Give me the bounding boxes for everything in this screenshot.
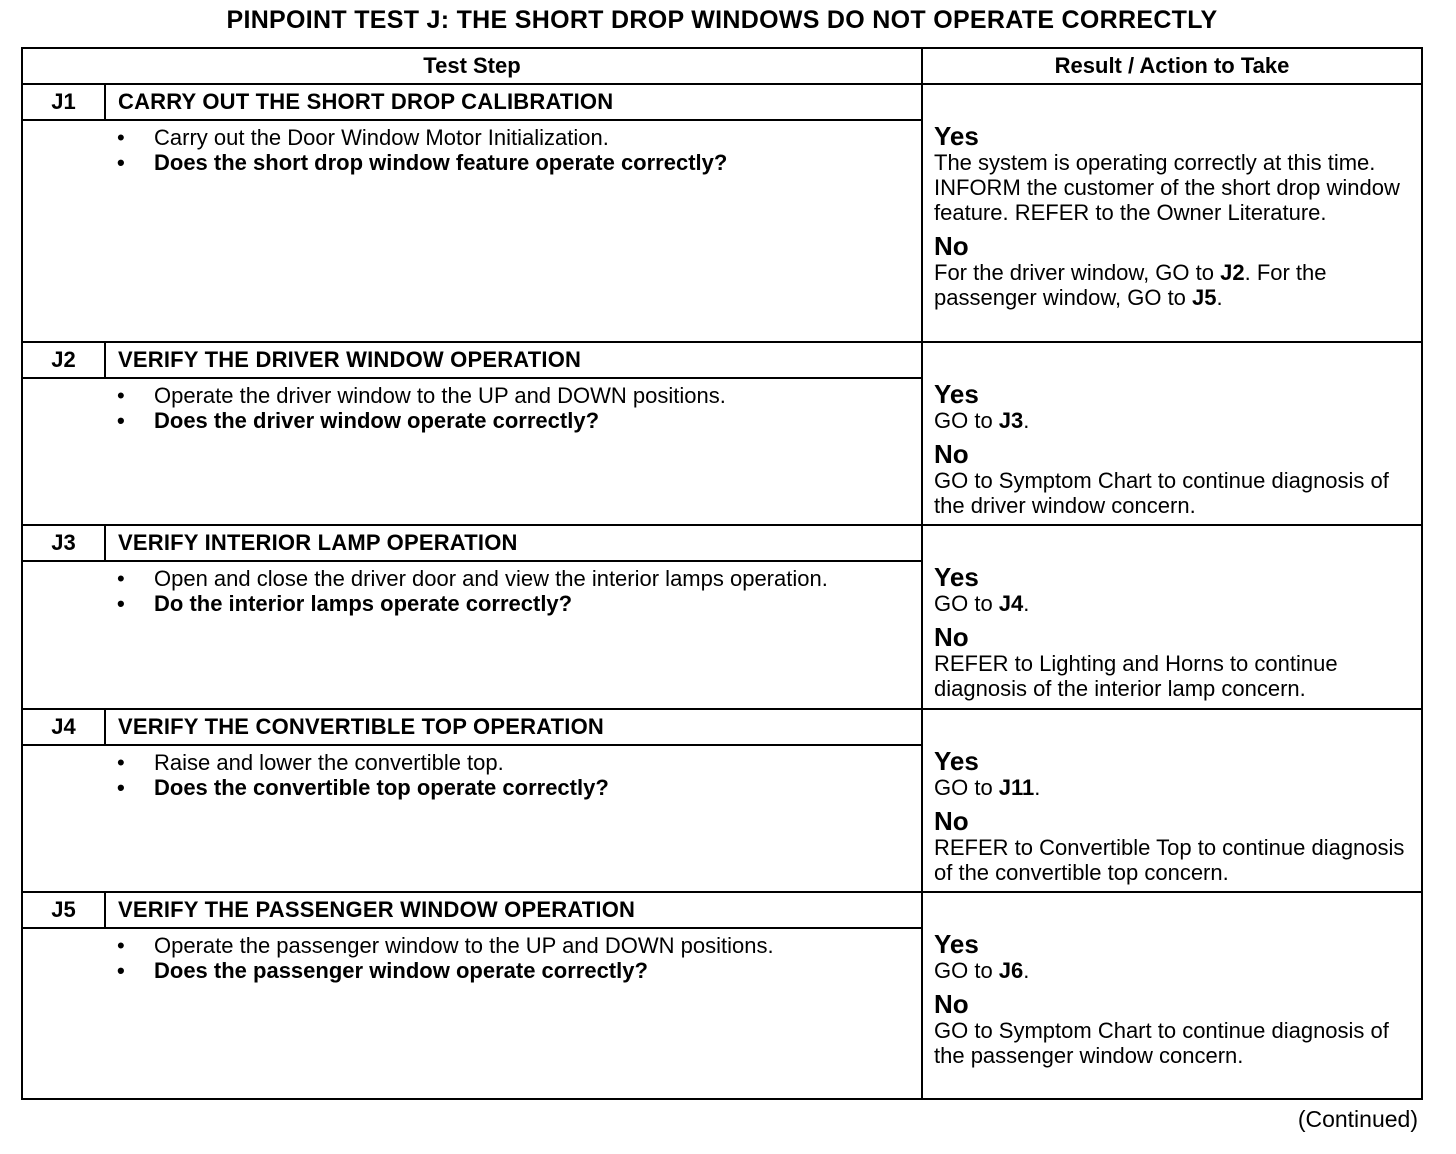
result-cell: [923, 343, 1421, 524]
instruction-text: Does the short drop window feature operate correctly?: [154, 150, 728, 175]
step-title-row: [23, 343, 921, 379]
instruction-text: Do the interior lamps operate correctly?: [154, 591, 573, 616]
step-question: [117, 408, 921, 433]
test-step-row: [23, 893, 1421, 1098]
bullet-icon: •: [117, 958, 125, 983]
result-action-text: [934, 958, 1421, 983]
result-cell: [923, 526, 1421, 708]
step-reference: J3: [998, 408, 1024, 433]
action-text: For the driver window, GO to: [934, 260, 1221, 285]
result-action-text: [934, 1018, 1421, 1068]
step-number: J4: [23, 710, 106, 744]
header-test-step: Test Step: [23, 49, 923, 83]
result-action-text: [934, 260, 1421, 310]
step-title-row: [23, 893, 921, 929]
action-text: .: [1034, 775, 1041, 800]
instruction-text: Does the driver window operate correctly?: [154, 408, 600, 433]
result-no-label: No: [934, 806, 969, 836]
result-action-text: [934, 835, 1421, 885]
action-text: GO to: [934, 591, 999, 616]
result-cell: [923, 710, 1421, 891]
test-step-cell: [23, 893, 923, 1098]
step-question: [117, 591, 921, 616]
result-no-label: No: [934, 622, 969, 652]
test-step-cell: [23, 710, 923, 891]
bullet-icon: •: [117, 775, 125, 800]
step-instructions: [23, 121, 921, 175]
bullet-icon: •: [117, 566, 125, 591]
test-step-row: [23, 710, 1421, 893]
instruction-text: Does the passenger window operate correctly?: [154, 958, 648, 983]
step-instructions: [23, 379, 921, 433]
instruction-text: Carry out the Door Window Motor Initialization.: [154, 125, 609, 150]
result-action-text: [934, 150, 1421, 225]
step-title-row: [23, 85, 921, 121]
step-instruction: [117, 125, 921, 150]
action-text: GO to: [934, 408, 999, 433]
result-yes-label: Yes: [934, 379, 979, 409]
step-instructions: [23, 929, 921, 983]
action-text: .: [1216, 285, 1223, 310]
bullet-icon: •: [117, 933, 125, 958]
result-yes-label: Yes: [934, 746, 979, 776]
step-instruction: [117, 566, 921, 591]
action-text: GO to: [934, 958, 999, 983]
test-step-row: [23, 343, 1421, 526]
result-no-label: No: [934, 231, 969, 261]
step-number: J5: [23, 893, 106, 927]
step-number: J2: [23, 343, 106, 377]
step-reference: J11: [998, 775, 1035, 800]
result-action-text: [934, 651, 1421, 701]
bullet-icon: •: [117, 750, 125, 775]
result-yes-label: Yes: [934, 929, 979, 959]
bullet-icon: •: [117, 125, 125, 150]
action-text: GO to Symptom Chart to continue diagnosis of the driver window concern.: [934, 468, 1389, 518]
step-reference: J6: [998, 958, 1024, 983]
instruction-text: Open and close the driver door and view the interior lamps operation.: [154, 566, 828, 591]
result-cell: [923, 85, 1421, 341]
test-step-row: [23, 85, 1421, 343]
action-text: GO to Symptom Chart to continue diagnosis of the passenger window concern.: [934, 1018, 1389, 1068]
result-action-text: [934, 775, 1421, 800]
step-title: VERIFY THE PASSENGER WINDOW OPERATION: [118, 897, 636, 922]
instruction-text: Does the convertible top operate correctly?: [154, 775, 609, 800]
step-title-row: [23, 526, 921, 562]
step-title-row: [23, 710, 921, 746]
action-text: .: [1023, 958, 1030, 983]
action-text: .: [1023, 591, 1030, 616]
result-action-text: [934, 468, 1421, 518]
step-reference: J4: [998, 591, 1024, 616]
action-text: REFER to Convertible Top to continue diagnosis of the convertible top concern.: [934, 835, 1405, 885]
bullet-icon: •: [117, 150, 125, 175]
step-title: VERIFY INTERIOR LAMP OPERATION: [118, 530, 518, 555]
step-instruction: [117, 750, 921, 775]
step-reference: J5: [1192, 285, 1217, 310]
step-instructions: [23, 746, 921, 800]
bullet-icon: •: [117, 408, 125, 433]
instruction-text: Operate the passenger window to the UP and DOWN positions.: [154, 933, 774, 958]
test-step-cell: [23, 526, 923, 708]
test-step-cell: [23, 343, 923, 524]
step-number: J3: [23, 526, 106, 560]
test-step-row: [23, 526, 1421, 710]
step-question: [117, 775, 921, 800]
action-text: . For the passenger window, GO to: [934, 260, 1327, 310]
action-text: The system is operating correctly at this time. INFORM the customer of the short drop window feature. REFER to the Owner Literature.: [934, 150, 1400, 225]
step-number: J1: [23, 85, 106, 119]
pinpoint-test-table: [21, 47, 1423, 1100]
result-yes-label: Yes: [934, 121, 979, 151]
step-question: [117, 150, 921, 175]
result-action-text: [934, 591, 1421, 616]
table-header: [23, 49, 1421, 85]
action-text: REFER to Lighting and Horns to continue diagnosis of the interior lamp concern.: [934, 651, 1338, 701]
bullet-icon: •: [117, 383, 125, 408]
result-yes-label: Yes: [934, 562, 979, 592]
result-cell: [923, 893, 1421, 1098]
step-instruction: [117, 933, 921, 958]
step-title: VERIFY THE DRIVER WINDOW OPERATION: [118, 347, 582, 372]
instruction-text: Raise and lower the convertible top.: [154, 750, 504, 775]
result-action-text: [934, 408, 1421, 433]
step-instruction: [117, 383, 921, 408]
step-title: VERIFY THE CONVERTIBLE TOP OPERATION: [118, 714, 604, 739]
action-text: GO to: [934, 775, 999, 800]
result-no-label: No: [934, 439, 969, 469]
continued-label: (Continued): [1297, 1106, 1418, 1132]
result-no-label: No: [934, 989, 969, 1019]
instruction-text: Operate the driver window to the UP and DOWN positions.: [154, 383, 726, 408]
step-question: [117, 958, 921, 983]
header-result: Result / Action to Take: [1054, 53, 1290, 78]
step-reference: J2: [1220, 260, 1245, 285]
step-instructions: [23, 562, 921, 616]
bullet-icon: •: [117, 591, 125, 616]
step-title: CARRY OUT THE SHORT DROP CALIBRATION: [118, 89, 614, 114]
action-text: .: [1023, 408, 1030, 433]
page-title: PINPOINT TEST J: THE SHORT DROP WINDOWS DO NOT OPERATE CORRECTLY: [226, 6, 1218, 34]
test-step-cell: [23, 85, 923, 341]
